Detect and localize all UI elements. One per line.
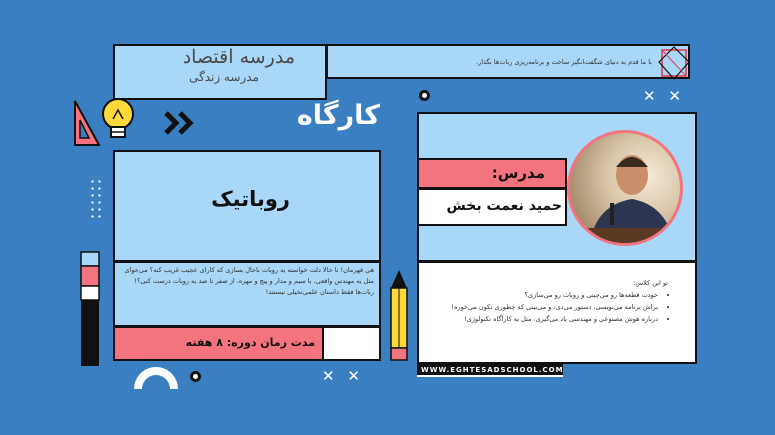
double-chevron-icon [163,110,197,136]
lightbulb-icon [96,94,140,146]
marker-icon [78,250,102,368]
course-duration: مدت زمان دوره: ۸ هفته [185,336,315,349]
cube-icon [656,44,692,82]
logo-line1: مدرسه اقتصاد [182,46,295,68]
class-info-heading: تو این کلاس: [633,279,668,287]
dot-marker [419,90,430,101]
x-marks-icon: ✕ ✕ [322,367,364,385]
dot-marker [190,371,201,382]
x-marks-icon: ✕ ✕ [643,87,685,105]
duration-white-tab [322,326,381,361]
class-info-item: • درباره هوش مصنوعی و مهندسی یاد می‌گیری، مثل یه کارآگاه تکنولوژی! [420,313,658,325]
logo-line2: مدرسه زندگی [189,70,259,84]
class-info-item: • براش برنامه می‌نویسی، دستور می‌دی، و می‌بینی که چطوری تکون می‌خوره! [420,301,658,313]
class-info [420,277,668,325]
course-description: هی قهرمان! تا حالا دلت خواسته یه روبات باحال بسازی که کارای عجیب غریب کنه؟ می‌خوای مثل یه مهندس واقعی، با سیم و مدار و پیچ و مهره، از صفر تا صد یه روبات درست کنی؟! ربات‌ها فقط داستان علمی‌تخیلی نیستند! [124,266,374,296]
dot-grid [89,178,103,220]
workshop-title: کارگاه [296,100,380,131]
class-info-item: • خودت قطعه‌ها رو می‌چینی و روبات رو می‌سازی؟ [420,289,658,301]
instructor-label: مدرس: [491,164,545,182]
semicircle-icon [134,367,178,389]
instructor-photo [567,130,683,246]
instructor-name: حمید نعمت بخش [446,198,562,214]
logo [118,46,323,102]
course-name: روباتیک [211,187,290,211]
pencil-icon [388,268,410,362]
website-link[interactable]: WWW.EGHTESADSCHOOL.COM [421,366,564,374]
ruler-triangle-icon [72,98,102,148]
tagline: با ما قدم به دنیای شگفت‌انگیز ساخت و برنامه‌ریزی ربات‌ها بگذار. [476,58,652,66]
